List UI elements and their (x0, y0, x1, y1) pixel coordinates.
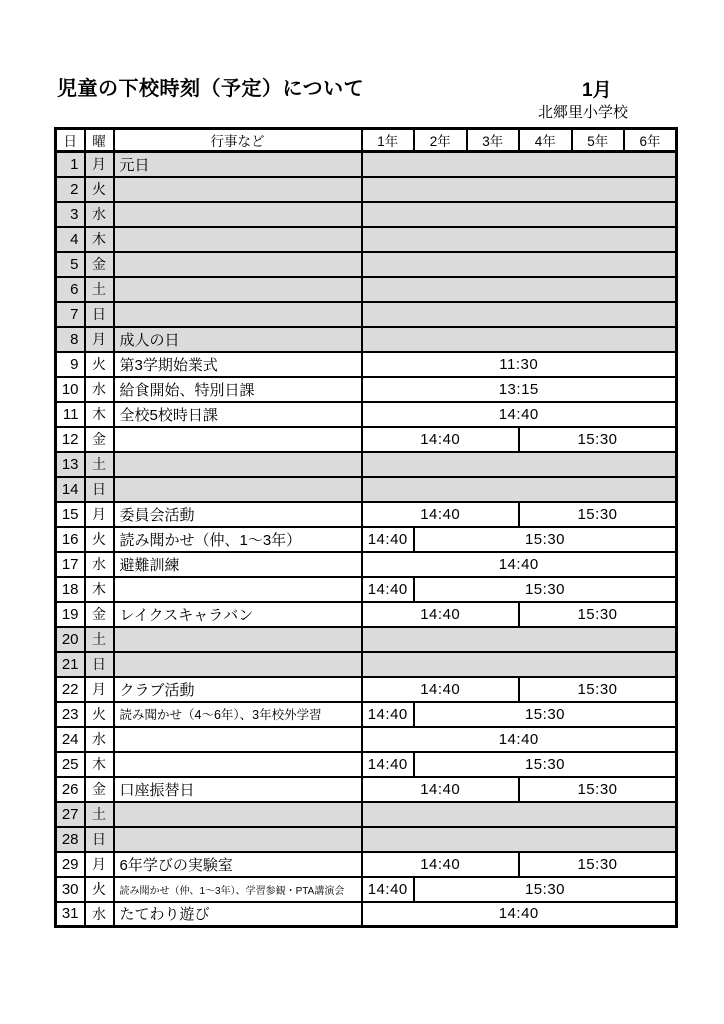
table-row (56, 402, 677, 427)
time-cell: 14:40 (362, 552, 677, 577)
time-cell (362, 152, 677, 177)
time-cell: 14:40 (362, 677, 520, 702)
event-cell: 成人の日 (114, 327, 362, 352)
day-cell: 1 (56, 152, 85, 177)
time-cell: 14:40 (362, 852, 520, 877)
time-cell (362, 177, 677, 202)
table-row (56, 602, 677, 627)
weekday-cell: 金 (85, 602, 114, 627)
day-cell: 29 (56, 852, 85, 877)
time-cell: 15:30 (519, 852, 677, 877)
weekday-cell: 火 (85, 527, 114, 552)
time-cell: 14:40 (362, 752, 415, 777)
table-row (56, 577, 677, 602)
header-grade-1: 1年 (362, 129, 415, 152)
event-cell: 読み聞かせ（仲、1～3年） (114, 527, 362, 552)
time-cell (362, 252, 677, 277)
event-cell (114, 252, 362, 277)
header-grade-6: 6年 (624, 129, 677, 152)
weekday-cell: 日 (85, 652, 114, 677)
day-cell: 26 (56, 777, 85, 802)
day-cell: 25 (56, 752, 85, 777)
time-cell (362, 477, 677, 502)
header-event: 行事など (114, 129, 362, 152)
table-row (56, 752, 677, 777)
table-row (56, 227, 677, 252)
school-name: 北郷里小学校 (537, 104, 628, 121)
day-cell: 23 (56, 702, 85, 727)
time-cell (362, 327, 677, 352)
day-cell: 18 (56, 577, 85, 602)
table-row (56, 202, 677, 227)
day-cell: 28 (56, 827, 85, 852)
table-row (56, 177, 677, 202)
table-row (56, 902, 677, 927)
weekday-cell: 日 (85, 477, 114, 502)
event-cell: レイクスキャラバン (114, 602, 362, 627)
header-day: 日 (56, 129, 85, 152)
time-cell (362, 302, 677, 327)
table-row (56, 452, 677, 477)
time-cell: 15:30 (414, 702, 677, 727)
table-row (56, 277, 677, 302)
weekday-cell: 土 (85, 627, 114, 652)
day-cell: 21 (56, 652, 85, 677)
event-cell: 読み聞かせ（仲、1～3年）、学習参観・PTA講演会 (114, 877, 362, 902)
day-cell: 19 (56, 602, 85, 627)
schedule-table (54, 127, 678, 928)
day-cell: 24 (56, 727, 85, 752)
header-grade-5: 5年 (572, 129, 625, 152)
table-row (56, 702, 677, 727)
weekday-cell: 木 (85, 577, 114, 602)
weekday-cell: 金 (85, 252, 114, 277)
page-title: 児童の下校時刻（予定）について (57, 78, 365, 100)
event-cell (114, 452, 362, 477)
table-row (56, 352, 677, 377)
table-row (56, 477, 677, 502)
event-cell (114, 277, 362, 302)
event-cell (114, 752, 362, 777)
time-cell: 14:40 (362, 727, 677, 752)
event-cell: 避難訓練 (114, 552, 362, 577)
weekday-cell: 月 (85, 677, 114, 702)
time-cell: 15:30 (414, 527, 677, 552)
schedule-table-body (56, 152, 677, 927)
event-cell: クラブ活動 (114, 677, 362, 702)
time-cell: 14:40 (362, 577, 415, 602)
weekday-cell: 水 (85, 202, 114, 227)
event-cell (114, 202, 362, 227)
event-cell (114, 802, 362, 827)
weekday-cell: 土 (85, 277, 114, 302)
day-cell: 9 (56, 352, 85, 377)
time-cell (362, 202, 677, 227)
time-cell: 15:30 (414, 577, 677, 602)
event-cell (114, 227, 362, 252)
day-cell: 5 (56, 252, 85, 277)
header-grade-4: 4年 (519, 129, 572, 152)
day-cell: 27 (56, 802, 85, 827)
header-grade-2: 2年 (414, 129, 467, 152)
event-cell: 全校5校時日課 (114, 402, 362, 427)
time-cell (362, 452, 677, 477)
time-cell: 15:30 (519, 502, 677, 527)
event-cell: 口座振替日 (114, 777, 362, 802)
weekday-cell: 日 (85, 827, 114, 852)
time-cell: 15:30 (519, 777, 677, 802)
table-row (56, 302, 677, 327)
time-cell: 15:30 (414, 752, 677, 777)
day-cell: 4 (56, 227, 85, 252)
time-cell (362, 277, 677, 302)
table-row (56, 377, 677, 402)
weekday-cell: 月 (85, 852, 114, 877)
table-row (56, 827, 677, 852)
event-cell: 6年学びの実験室 (114, 852, 362, 877)
day-cell: 22 (56, 677, 85, 702)
table-row (56, 652, 677, 677)
weekday-cell: 火 (85, 877, 114, 902)
event-cell: 委員会活動 (114, 502, 362, 527)
day-cell: 14 (56, 477, 85, 502)
event-cell (114, 577, 362, 602)
month-label: 1月 (582, 80, 612, 101)
table-row (56, 527, 677, 552)
event-cell (114, 627, 362, 652)
day-cell: 20 (56, 627, 85, 652)
weekday-cell: 月 (85, 502, 114, 527)
day-cell: 15 (56, 502, 85, 527)
time-cell: 15:30 (414, 877, 677, 902)
time-cell: 14:40 (362, 877, 415, 902)
weekday-cell: 水 (85, 552, 114, 577)
time-cell: 15:30 (519, 677, 677, 702)
event-cell: 給食開始、特別日課 (114, 377, 362, 402)
weekday-cell: 金 (85, 427, 114, 452)
weekday-cell: 水 (85, 727, 114, 752)
day-cell: 30 (56, 877, 85, 902)
weekday-cell: 水 (85, 377, 114, 402)
weekday-cell: 水 (85, 902, 114, 927)
table-row (56, 502, 677, 527)
weekday-cell: 木 (85, 227, 114, 252)
table-row (56, 877, 677, 902)
time-cell: 14:40 (362, 427, 520, 452)
time-cell: 11:30 (362, 352, 677, 377)
weekday-cell: 土 (85, 452, 114, 477)
event-cell (114, 177, 362, 202)
time-cell: 14:40 (362, 777, 520, 802)
table-row (56, 777, 677, 802)
time-cell: 14:40 (362, 502, 520, 527)
weekday-cell: 日 (85, 302, 114, 327)
event-cell (114, 827, 362, 852)
day-cell: 31 (56, 902, 85, 927)
time-cell (362, 652, 677, 677)
time-cell: 15:30 (519, 602, 677, 627)
time-cell: 14:40 (362, 702, 415, 727)
table-row (56, 327, 677, 352)
day-cell: 3 (56, 202, 85, 227)
table-row (56, 727, 677, 752)
event-cell (114, 427, 362, 452)
weekday-cell: 火 (85, 702, 114, 727)
header-weekday: 曜 (85, 129, 114, 152)
event-cell (114, 302, 362, 327)
day-cell: 17 (56, 552, 85, 577)
event-cell (114, 727, 362, 752)
time-cell: 14:40 (362, 602, 520, 627)
day-cell: 6 (56, 277, 85, 302)
header-row (56, 129, 677, 152)
table-row (56, 152, 677, 177)
event-cell (114, 652, 362, 677)
day-cell: 11 (56, 402, 85, 427)
weekday-cell: 火 (85, 177, 114, 202)
weekday-cell: 月 (85, 327, 114, 352)
time-cell: 15:30 (519, 427, 677, 452)
day-cell: 7 (56, 302, 85, 327)
header-grade-3: 3年 (467, 129, 520, 152)
day-cell: 13 (56, 452, 85, 477)
time-cell: 13:15 (362, 377, 677, 402)
weekday-cell: 火 (85, 352, 114, 377)
time-cell: 14:40 (362, 527, 415, 552)
weekday-cell: 木 (85, 402, 114, 427)
time-cell (362, 227, 677, 252)
weekday-cell: 月 (85, 152, 114, 177)
weekday-cell: 金 (85, 777, 114, 802)
time-cell (362, 802, 677, 827)
day-cell: 16 (56, 527, 85, 552)
weekday-cell: 土 (85, 802, 114, 827)
table-row (56, 677, 677, 702)
time-cell (362, 827, 677, 852)
table-row (56, 427, 677, 452)
day-cell: 12 (56, 427, 85, 452)
day-cell: 2 (56, 177, 85, 202)
event-cell: 元日 (114, 152, 362, 177)
table-row (56, 252, 677, 277)
day-cell: 8 (56, 327, 85, 352)
table-row (56, 627, 677, 652)
table-row (56, 552, 677, 577)
time-cell (362, 627, 677, 652)
event-cell: たてわり遊び (114, 902, 362, 927)
event-cell: 第3学期始業式 (114, 352, 362, 377)
weekday-cell: 木 (85, 752, 114, 777)
event-cell: 読み聞かせ（4～6年）、3年校外学習 (114, 702, 362, 727)
event-cell (114, 477, 362, 502)
time-cell: 14:40 (362, 402, 677, 427)
table-row (56, 852, 677, 877)
time-cell: 14:40 (362, 902, 677, 927)
day-cell: 10 (56, 377, 85, 402)
table-row (56, 802, 677, 827)
